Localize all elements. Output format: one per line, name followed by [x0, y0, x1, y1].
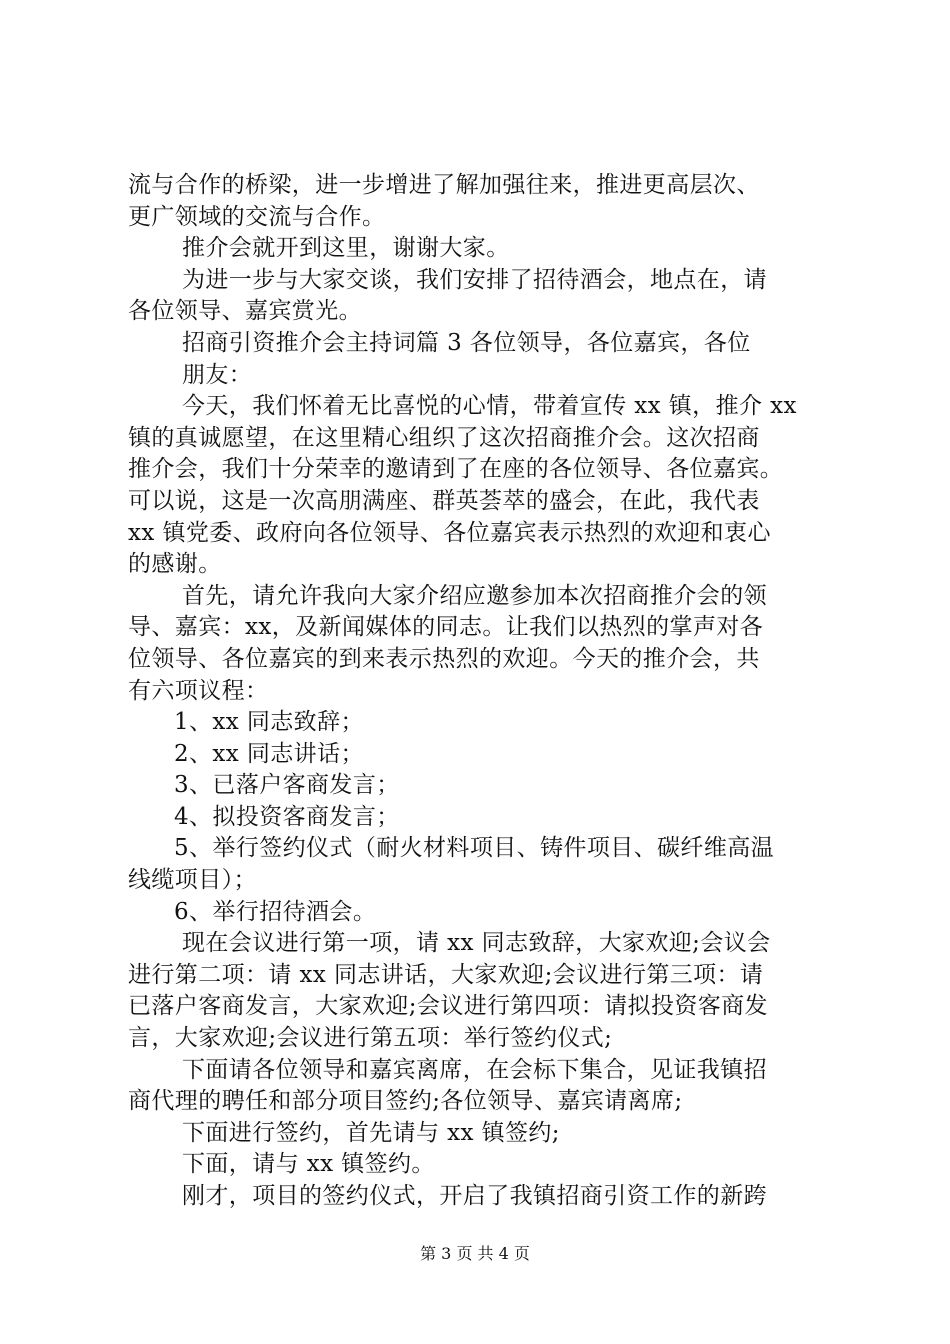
text-line: 镇的真诚愿望，在这里精心组织了这次招商推介会。这次招商 [128, 424, 760, 451]
text-line: 推介会，我们十分荣幸的邀请到了在座的各位领导、各位嘉宾。 [128, 456, 784, 483]
text-line: 的感谢。 [128, 551, 222, 578]
text-line: 线缆项目）； [128, 867, 257, 894]
text-line: 下面请各位领导和嘉宾离席，在会标下集合，见证我镇招 [182, 1056, 767, 1083]
list-item: 4、拟投资客商发言； [174, 803, 400, 830]
text-line: 推介会就开到这里，谢谢大家。 [182, 235, 510, 262]
text-line: 已落户客商发言，大家欢迎;会议进行第四项：请拟投资客商发 [128, 993, 768, 1020]
list-item: 5、举行签约仪式（耐火材料项目、铸件项目、碳纤维高温 [174, 835, 775, 862]
list-item: 2、xx 同志讲话； [174, 740, 364, 767]
text-line: 首先，请允许我向大家介绍应邀参加本次招商推介会的领 [182, 582, 767, 609]
text-line: 言，大家欢迎;会议进行第五项：举行签约仪式; [128, 1025, 613, 1052]
list-item: 6、举行招待酒会。 [174, 898, 377, 925]
text-line: 流与合作的桥梁，进一步增进了解加强往来，推进更高层次、 [128, 172, 760, 198]
text-line: 刚才，项目的签约仪式，开启了我镇招商引资工作的新跨 [182, 1183, 767, 1209]
text-line: 各位领导、嘉宾赏光。 [128, 298, 362, 325]
text-line: 导、嘉宾：xx，及新闻媒体的同志。让我们以热烈的掌声对各 [128, 614, 764, 641]
text-line: 位领导、各位嘉宾的到来表示热烈的欢迎。今天的推介会，共 [128, 645, 760, 672]
text-line: 今天，我们怀着无比喜悦的心情，带着宣传 xx 镇，推介 xx [182, 393, 797, 420]
text-line: 招商引资推介会主持词篇 3 各位领导，各位嘉宾，各位 [182, 329, 751, 356]
text-line: 下面，请与 xx 镇签约。 [182, 1151, 435, 1178]
list-item: 1、xx 同志致辞； [174, 709, 364, 736]
text-line: 下面进行签约，首先请与 xx 镇签约; [182, 1119, 560, 1146]
list-item: 3、已落户客商发言； [174, 772, 400, 799]
page-footer: 第 3 页 共 4 页 [420, 1244, 530, 1263]
text-line: 现在会议进行第一项，请 xx 同志致辞，大家欢迎;会议会 [182, 930, 771, 957]
text-line: 朋友： [182, 361, 253, 388]
text-line: 有六项议程： [128, 677, 269, 704]
text-line: 可以说，这是一次高朋满座、群英荟萃的盛会，在此，我代表 [128, 487, 760, 514]
text-line: 更广领域的交流与合作。 [128, 203, 386, 230]
text-line: 为进一步与大家交谈，我们安排了招待酒会，地点在，请 [182, 266, 767, 293]
body-text [128, 170, 833, 1213]
text-line: 商代理的聘任和部分项目签约;各位领导、嘉宾请离席; [128, 1088, 683, 1115]
text-line: 进行第二项：请 xx 同志讲话，大家欢迎;会议进行第三项：请 [128, 961, 764, 988]
text-line: xx 镇党委、政府向各位领导、各位嘉宾表示热烈的欢迎和衷心 [128, 519, 771, 546]
